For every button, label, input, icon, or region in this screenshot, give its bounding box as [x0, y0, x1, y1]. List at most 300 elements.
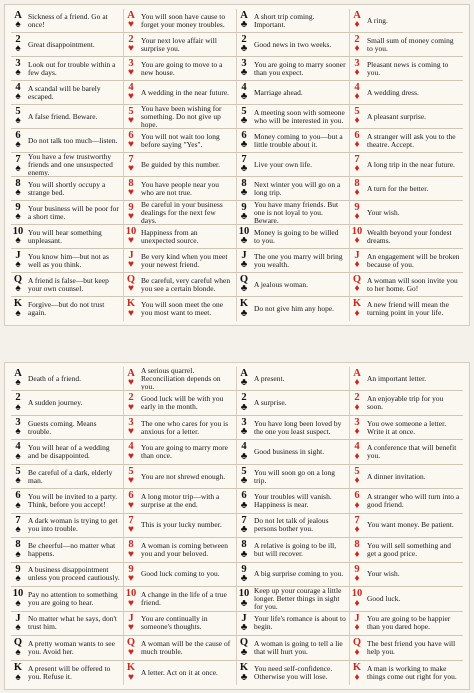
card-rank: 6 [15, 129, 21, 141]
heart-suit-icon: ♥ [128, 259, 134, 271]
card-index-badge [237, 565, 251, 585]
fortune-text: A relative is going to be ill, but will recover. [254, 540, 337, 558]
card-rank: 10 [351, 588, 363, 600]
fortune-text: You are continually in someone's thoughts. [141, 614, 208, 632]
fortune-entry [124, 33, 237, 57]
card-rank: Q [239, 273, 249, 285]
fortune-text: Be cheerful—no matter what happens. [28, 540, 116, 558]
card-index-badge [237, 299, 251, 319]
diamond-suit-icon: ♦ [354, 43, 360, 55]
card-rank: 7 [128, 153, 134, 165]
fortune-entry [237, 416, 350, 440]
card-rank: 4 [354, 441, 360, 453]
card-rank: J [354, 249, 360, 261]
card-rank: 8 [354, 177, 360, 189]
fortune-entry [124, 129, 237, 153]
card-index-badge [350, 83, 364, 103]
card-rank: 9 [15, 201, 21, 213]
fortune-text: Next winter you will go on a long trip. [254, 179, 341, 197]
fortune-entry [350, 538, 463, 562]
card-index-badge [11, 131, 25, 151]
fortune-entry [11, 129, 124, 153]
card-rank: 7 [354, 153, 360, 165]
fortune-card-sheet-top [4, 4, 470, 326]
fortune-entry [237, 33, 350, 57]
fortune-entry [124, 661, 237, 685]
fortune-text: A new friend will mean the turning point in your life. [367, 300, 449, 317]
club-suit-icon: ♣ [240, 426, 248, 438]
card-index-badge [124, 131, 138, 151]
card-index-badge [124, 11, 138, 31]
card-rank: A [127, 367, 135, 379]
diamond-suit-icon: ♦ [354, 187, 360, 199]
fortune-text: The best friend you have will help you. [367, 638, 456, 656]
card-rank: 6 [241, 129, 247, 141]
card-rank: 10 [125, 588, 137, 600]
fortune-text: A turn for the better. [367, 183, 429, 193]
card-rank: 8 [354, 539, 360, 551]
fortune-entry [11, 465, 124, 489]
card-index-badge [350, 638, 364, 658]
card-rank: 3 [354, 57, 360, 69]
card-index-badge [350, 467, 364, 487]
card-rank: 2 [354, 392, 360, 404]
fortune-text: A woman will be the cause of much trouble. [141, 638, 231, 656]
card-index-badge [350, 418, 364, 438]
diamond-suit-icon: ♦ [354, 524, 360, 536]
fortune-text: Be guided by this number. [141, 159, 221, 169]
card-rank: 2 [241, 392, 247, 404]
heart-suit-icon: ♥ [128, 67, 134, 79]
heart-suit-icon: ♥ [128, 646, 134, 658]
card-index-badge [350, 59, 364, 79]
fortune-entry [350, 129, 463, 153]
card-index-badge [350, 11, 364, 31]
fortune-text: A dark woman is trying to get you into trouble. [28, 516, 118, 534]
fortune-entry [124, 587, 237, 611]
fortune-text: A long motor trip—with a surprise at the end. [141, 492, 220, 510]
card-rank: 3 [241, 57, 247, 69]
fortune-entry [237, 273, 350, 297]
card-index-badge [350, 35, 364, 55]
fortune-text: Your troubles will vanish. Happiness is near. [254, 492, 332, 510]
diamond-suit-icon: ♦ [354, 671, 360, 683]
card-rank: K [352, 298, 362, 310]
fortune-entry [124, 612, 237, 636]
card-rank: 7 [128, 514, 134, 526]
fortune-text: A jealous woman. [254, 279, 308, 289]
card-rank: 2 [354, 33, 360, 45]
fortune-entry [11, 514, 124, 538]
heart-suit-icon: ♥ [128, 475, 134, 487]
card-index-badge [237, 179, 251, 199]
club-suit-icon: ♣ [240, 67, 248, 79]
fortune-entry [237, 612, 350, 636]
card-rank: A [353, 367, 361, 379]
fortune-text: Good luck. [367, 593, 401, 603]
fortune-entry [237, 9, 350, 33]
card-rank: J [128, 612, 134, 624]
fortune-entry [124, 57, 237, 81]
card-index-badge [237, 155, 251, 175]
card-index-badge [237, 614, 251, 634]
card-index-badge [124, 540, 138, 560]
heart-suit-icon: ♥ [128, 91, 134, 103]
fortune-text: Be careful of a dark, elderly man. [28, 467, 113, 485]
fortune-text: Your business will be poor for a short time. [28, 203, 119, 221]
card-rank: 4 [241, 441, 247, 453]
fortune-text: A meeting soon with someone who will be interested in you. [254, 107, 345, 125]
fortune-text: You have many friends. But one is not loyal to you. Beware. [254, 201, 339, 225]
spade-suit-icon: ♠ [15, 450, 21, 462]
club-suit-icon: ♣ [240, 139, 248, 151]
club-suit-icon: ♣ [240, 597, 248, 609]
diamond-suit-icon: ♦ [354, 548, 360, 560]
card-rank: 5 [15, 105, 21, 117]
fortune-entry [350, 587, 463, 611]
diamond-suit-icon: ♦ [354, 307, 360, 319]
diamond-suit-icon: ♦ [354, 597, 360, 609]
club-suit-icon: ♣ [240, 548, 248, 560]
card-rank: Q [352, 637, 362, 649]
spade-suit-icon: ♠ [15, 377, 21, 389]
card-rank: Q [13, 273, 23, 285]
fortune-entry [124, 636, 237, 660]
card-rank: A [14, 9, 22, 21]
club-suit-icon: ♣ [240, 499, 248, 511]
spade-suit-icon: ♠ [15, 646, 21, 658]
card-rank: 6 [354, 129, 360, 141]
heart-suit-icon: ♥ [128, 524, 134, 536]
card-rank: K [13, 662, 23, 673]
card-index-badge [11, 540, 25, 560]
fortune-text: Good luck will be with you early in the month. [141, 394, 224, 412]
fortune-entry [237, 367, 350, 391]
card-index-badge [11, 638, 25, 658]
fortune-text: This is your lucky number. [141, 520, 222, 530]
card-rank: 10 [351, 225, 363, 237]
card-rank: J [15, 612, 21, 624]
fortune-text: Great disappointment. [28, 39, 95, 49]
card-index-badge [124, 516, 138, 536]
club-suit-icon: ♣ [240, 307, 248, 319]
card-rank: 5 [241, 465, 247, 477]
diamond-suit-icon: ♦ [354, 67, 360, 79]
card-index-badge [350, 299, 364, 319]
spade-suit-icon: ♠ [15, 283, 21, 295]
card-index-badge [350, 203, 364, 223]
card-index-badge [11, 107, 25, 127]
card-index-badge [124, 227, 138, 247]
fortune-entry [124, 489, 237, 513]
fortune-text: A wedding in the near future. [141, 87, 230, 97]
fortune-text: Good luck coming to you. [141, 569, 220, 579]
card-index-badge [350, 516, 364, 536]
diamond-suit-icon: ♦ [354, 139, 360, 151]
fortune-card-sheet-bottom [4, 362, 470, 690]
fortune-entry [124, 249, 237, 273]
fortune-text: Marriage ahead. [254, 87, 303, 97]
card-rank: 2 [15, 392, 21, 404]
spade-suit-icon: ♠ [15, 43, 21, 55]
card-index-badge [124, 614, 138, 634]
club-suit-icon: ♣ [240, 450, 248, 462]
card-index-badge [11, 203, 25, 223]
card-index-badge [237, 107, 251, 127]
diamond-suit-icon: ♦ [354, 646, 360, 658]
card-index-badge [350, 663, 364, 683]
fortune-text: A sudden journey. [28, 398, 83, 408]
card-index-badge [124, 299, 138, 319]
card-rank: 5 [128, 105, 134, 117]
card-rank: J [354, 612, 360, 624]
fortune-entry [11, 177, 124, 201]
card-index-badge [237, 227, 251, 247]
fortune-entry [237, 587, 350, 611]
fortune-text: The one you marry will bring you wealth. [254, 251, 343, 269]
club-suit-icon: ♣ [240, 115, 248, 127]
fortune-text: Look out for trouble within a few days. [28, 59, 116, 77]
card-index-badge [11, 369, 25, 389]
club-suit-icon: ♣ [240, 671, 248, 683]
card-index-badge [124, 179, 138, 199]
fortune-text: A pretty woman wants to see you. Avoid her. [28, 638, 115, 656]
card-index-badge [124, 442, 138, 462]
fortune-text: A business disappointment unless you proceed cautiously. [28, 565, 120, 583]
fortune-text: Happiness from an unexpected source. [141, 227, 199, 245]
card-index-badge [11, 491, 25, 511]
card-index-badge [350, 614, 364, 634]
heart-suit-icon: ♥ [128, 597, 134, 609]
fortune-entry [237, 538, 350, 562]
card-index-badge [124, 275, 138, 295]
card-index-badge [237, 516, 251, 536]
fortune-entry [11, 9, 124, 33]
fortune-entry [237, 563, 350, 587]
fortune-entry [237, 177, 350, 201]
heart-suit-icon: ♥ [128, 19, 134, 31]
fortune-text: You will shortly occupy a strange bed. [28, 179, 106, 197]
fortune-text: You will sell something and get a good price. [367, 540, 451, 558]
fortune-text: Guests coming. Means trouble. [28, 418, 97, 436]
card-rank: 6 [15, 490, 21, 502]
fortune-entry [350, 636, 463, 660]
card-rank: 8 [241, 539, 247, 551]
card-rank: 2 [241, 33, 247, 45]
fortune-entry [350, 416, 463, 440]
card-index-badge [237, 393, 251, 413]
fortune-entry [124, 9, 237, 33]
fortune-entry [11, 201, 124, 225]
fortune-text: A surprise. [254, 398, 287, 408]
fortune-entry [237, 636, 350, 660]
fortune-text: You will soon go on a long trip. [254, 467, 336, 485]
heart-suit-icon: ♥ [128, 283, 134, 295]
fortune-text: A letter. Act on it at once. [141, 667, 218, 677]
fortune-text: A conference that will benefit you. [367, 443, 457, 461]
fortune-entry [350, 273, 463, 297]
card-rank: Q [239, 637, 249, 649]
card-index-badge [350, 369, 364, 389]
card-index-badge [124, 467, 138, 487]
card-rank: 9 [128, 563, 134, 575]
card-index-badge [350, 589, 364, 609]
fortune-entry [11, 636, 124, 660]
fortune-text: You have long been loved by the one you least suspect. [254, 418, 342, 436]
club-suit-icon: ♣ [240, 187, 248, 199]
fortune-text: You have a few trustworthy friends and one unsuspected enemy. [28, 153, 113, 177]
spade-suit-icon: ♠ [15, 307, 21, 319]
card-rank: 8 [128, 177, 134, 189]
card-rank: 5 [241, 105, 247, 117]
card-index-badge [124, 35, 138, 55]
fortune-text: A scandal will be barely escaped. [28, 83, 101, 101]
fortune-entry [11, 416, 124, 440]
card-rank: 8 [15, 177, 21, 189]
fortune-text: Your wish. [367, 569, 400, 579]
fortune-entry [350, 81, 463, 105]
fortune-entry [350, 249, 463, 273]
fortune-entry [237, 249, 350, 273]
card-index-badge [11, 565, 25, 585]
fortune-text: No matter what he says, don't trust him. [28, 614, 117, 632]
card-rank: 4 [128, 441, 134, 453]
club-suit-icon: ♣ [240, 377, 248, 389]
card-rank: K [13, 298, 23, 310]
card-rank: 3 [15, 57, 21, 69]
card-index-badge [237, 663, 251, 683]
fortune-entry [350, 489, 463, 513]
fortune-text: You will hear something unpleasant. [28, 227, 102, 245]
fortune-entry [350, 612, 463, 636]
card-index-badge [237, 491, 251, 511]
spade-suit-icon: ♠ [15, 67, 21, 79]
heart-suit-icon: ♥ [128, 139, 134, 151]
card-index-badge [124, 251, 138, 271]
card-index-badge [11, 11, 25, 31]
fortune-entry [124, 177, 237, 201]
card-index-badge [237, 275, 251, 295]
spade-suit-icon: ♠ [15, 548, 21, 560]
card-rank: 4 [128, 81, 134, 93]
card-rank: 3 [128, 416, 134, 428]
card-index-badge [11, 59, 25, 79]
fortune-entry [350, 33, 463, 57]
fortune-entry [11, 367, 124, 391]
card-index-badge [124, 589, 138, 609]
fortune-text: You will be invited to a party. Think, before you accept! [28, 492, 118, 510]
heart-suit-icon: ♥ [128, 426, 134, 438]
fortune-text: Small sum of money coming to you. [367, 35, 454, 53]
fortune-text: A short trip coming. Important. [254, 11, 315, 29]
fortune-text: A false friend. Beware. [28, 111, 98, 121]
club-suit-icon: ♣ [240, 19, 248, 31]
card-rank: 4 [241, 81, 247, 93]
card-rank: 9 [354, 201, 360, 213]
heart-suit-icon: ♥ [128, 573, 134, 585]
fortune-text: A present will be offered to you. Refuse it. [28, 663, 111, 681]
fortune-entry [237, 297, 350, 321]
card-index-badge [350, 227, 364, 247]
fortune-text: Pay no attention to something you are going to hear. [28, 589, 118, 607]
card-index-badge [11, 275, 25, 295]
fortune-text: Be careful, very careful when you see a certain blonde. [141, 275, 231, 293]
club-suit-icon: ♣ [240, 91, 248, 103]
card-rank: J [15, 249, 21, 261]
club-suit-icon: ♣ [240, 43, 248, 55]
card-index-badge [237, 83, 251, 103]
fortune-entry [124, 563, 237, 587]
fortune-entry [237, 391, 350, 415]
fortune-entry [350, 563, 463, 587]
spade-suit-icon: ♠ [15, 139, 21, 151]
fortune-text: A long trip in the near future. [367, 159, 455, 169]
card-rank: 6 [241, 490, 247, 502]
card-rank: 6 [354, 490, 360, 502]
card-index-badge [237, 59, 251, 79]
fortune-entry [350, 514, 463, 538]
card-index-badge [11, 393, 25, 413]
fortune-text: An important letter. [367, 373, 427, 383]
fortune-text: You are going to marry more than once. [141, 443, 229, 461]
card-index-badge [237, 638, 251, 658]
card-rank: 10 [12, 588, 24, 600]
diamond-suit-icon: ♦ [354, 235, 360, 247]
fortune-text: Your wish. [367, 207, 400, 217]
heart-suit-icon: ♥ [128, 548, 134, 560]
spade-suit-icon: ♠ [15, 597, 21, 609]
fortune-entry [124, 538, 237, 562]
fortune-text: You will not wait too long before saying "Yes". [141, 131, 220, 149]
fortune-text: A serious quarrel. Reconciliation depends on you. [141, 367, 221, 391]
fortune-entry [237, 105, 350, 129]
fortune-text: Be careful in your business dealings for the next few days. [141, 201, 223, 225]
card-index-badge [11, 35, 25, 55]
card-index-badge [124, 203, 138, 223]
fortune-text: Be very kind when you meet your newest friend. [141, 251, 228, 269]
card-rank: 7 [241, 153, 247, 165]
spade-suit-icon: ♠ [15, 115, 21, 127]
card-index-badge [124, 491, 138, 511]
diamond-suit-icon: ♦ [354, 622, 360, 634]
spade-suit-icon: ♠ [15, 187, 21, 199]
fortune-text: Do not let talk of jealous persons bother you. [254, 516, 329, 534]
fortune-entry [237, 153, 350, 177]
fortune-entry [237, 489, 350, 513]
heart-suit-icon: ♥ [128, 163, 134, 175]
card-rank: 7 [241, 514, 247, 526]
fortune-entry [237, 465, 350, 489]
card-rank: 5 [128, 465, 134, 477]
fortune-text: Death of a friend. [28, 373, 82, 383]
fortune-entry [350, 153, 463, 177]
card-index-badge [11, 155, 25, 175]
card-rank: 9 [241, 201, 247, 213]
fortune-entry [350, 440, 463, 464]
spade-suit-icon: ♠ [15, 401, 21, 413]
card-rank: 6 [128, 129, 134, 141]
fortune-entry [237, 201, 350, 225]
spade-suit-icon: ♠ [15, 426, 21, 438]
card-rank: 6 [128, 490, 134, 502]
fortune-entry [124, 153, 237, 177]
card-index-badge [237, 540, 251, 560]
fortune-entry [124, 391, 237, 415]
card-rank: 2 [128, 33, 134, 45]
fortune-text: A woman is coming between you and your beloved. [141, 540, 229, 558]
fortune-text: Good news in two weeks. [254, 39, 332, 49]
card-index-badge [350, 251, 364, 271]
